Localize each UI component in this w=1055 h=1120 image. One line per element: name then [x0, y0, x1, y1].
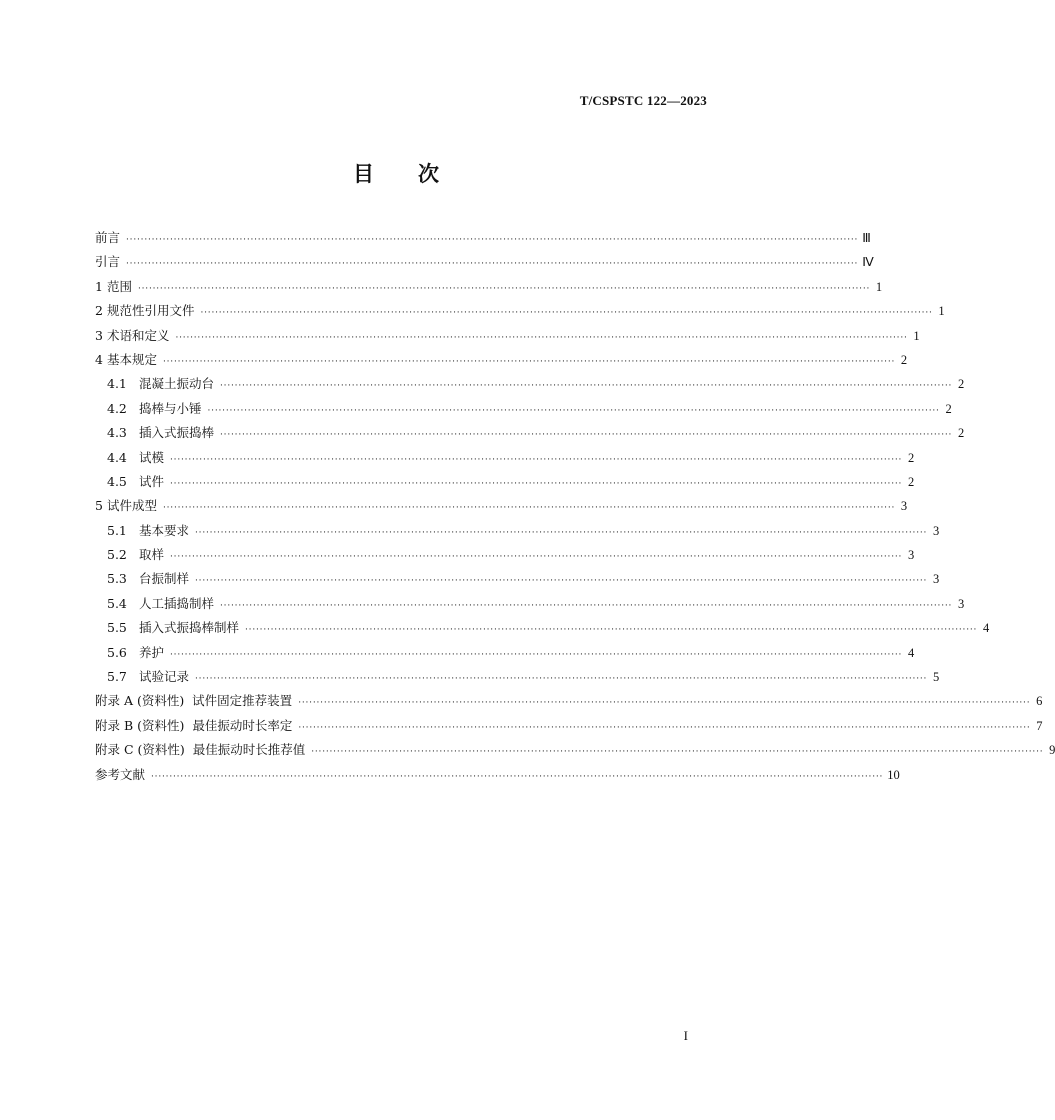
- toc-entry-page: 2: [907, 474, 915, 489]
- toc-entry-page: 2: [900, 352, 908, 367]
- toc-entry-page: 1: [875, 279, 883, 294]
- toc-entry-number: 5.4: [107, 595, 127, 611]
- toc-leader-dots: ········································································································································································································: [220, 600, 953, 611]
- toc-entry-number: 4: [95, 351, 103, 367]
- toc-leader-dots: ········································································································································································································: [195, 576, 928, 587]
- toc-entry[interactable]: [95, 324, 920, 348]
- toc-entry[interactable]: [95, 397, 952, 421]
- toc-entry-label: 插入式振捣棒: [139, 425, 215, 441]
- toc-entry-number: 5.3: [107, 571, 127, 587]
- toc-entry-number: 4.1: [107, 376, 127, 392]
- toc-entry[interactable]: [95, 567, 940, 591]
- toc-entry[interactable]: [95, 446, 915, 470]
- toc-leader-dots: ········································································································································································································: [170, 552, 903, 563]
- toc-entry[interactable]: [95, 616, 990, 640]
- toc-entry-label: 养护: [139, 644, 165, 660]
- toc-entry-label: 基本要求: [139, 522, 190, 538]
- toc-entry-number: 2: [95, 303, 103, 319]
- toc-entry-label: 规范性引用文件: [106, 303, 195, 319]
- toc-entry-number: 4.4: [107, 449, 127, 465]
- toc-leader-dots: ········································································································································································································: [298, 722, 1031, 733]
- toc-entry[interactable]: [95, 738, 1055, 762]
- toc-entry-page: 4: [907, 645, 915, 660]
- toc-entry-number: 5.1: [107, 522, 127, 538]
- toc-entry-page: 3: [932, 572, 940, 587]
- toc-leader-dots: ········································································································································································································: [170, 454, 903, 465]
- toc-entry-label: 插入式振捣棒制样: [139, 620, 240, 636]
- toc-entry-page: 3: [932, 523, 940, 538]
- toc-entry-number: 1: [95, 278, 103, 294]
- toc-leader-dots: ········································································································································································································: [207, 405, 940, 416]
- toc-entry-number: 4.5: [107, 473, 127, 489]
- toc-entry[interactable]: [95, 372, 965, 396]
- toc-entry-label: 基本规定: [106, 351, 157, 367]
- toc-entry-label: 范围: [106, 278, 132, 294]
- toc-entry-label: 附录 A (资料性) 试件固定推荐装置: [95, 693, 293, 709]
- toc-entry-number: 4.3: [107, 425, 127, 441]
- toc-entry-page: 2: [957, 377, 965, 392]
- toc-entry-number: 5.2: [107, 547, 127, 563]
- toc-entry[interactable]: [95, 763, 900, 787]
- toc-leader-dots: ········································································································································································································: [200, 308, 933, 319]
- toc-leader-dots: ········································································································································································································: [195, 674, 928, 685]
- toc-leader-dots: ········································································································································································································: [151, 771, 884, 782]
- toc-entry-page: 9: [1049, 743, 1055, 758]
- toc-entry[interactable]: [95, 592, 965, 616]
- toc-entry-label: 试件: [139, 473, 165, 489]
- toc-entry-page: 6: [1036, 694, 1043, 709]
- toc-entry-label: 人工插捣制样: [139, 595, 215, 611]
- toc-entry-label: 试验记录: [139, 669, 190, 685]
- toc-entry-page: 2: [907, 450, 915, 465]
- toc-leader-dots: ········································································································································································································: [245, 625, 978, 636]
- toc-leader-dots: ········································································································································································································: [311, 747, 1044, 758]
- toc-entry-label: 参考文献: [95, 766, 146, 782]
- toc-entry-number: 3: [95, 327, 103, 343]
- toc-entry-page: Ⅲ: [862, 231, 871, 245]
- toc-entry-label: 引言: [95, 254, 121, 270]
- toc-entry-label: 捣棒与小锤: [139, 400, 202, 416]
- toc-entry[interactable]: [95, 226, 871, 250]
- toc-entry-page: 1: [938, 304, 945, 319]
- toc-entry-number: 5.6: [107, 644, 127, 660]
- toc-entry-label: 前言: [95, 230, 121, 245]
- toc-entry[interactable]: [95, 689, 1043, 713]
- toc-leader-dots: ········································································································································································································: [170, 649, 903, 660]
- toc-leader-dots: ········································································································································································································: [126, 259, 859, 270]
- toc-entry-page: 10: [887, 767, 900, 782]
- toc-entry-label: 附录 B (资料性) 最佳振动时长率定: [95, 717, 293, 733]
- toc-entry[interactable]: [95, 250, 874, 274]
- toc-entry-number: 5.5: [107, 620, 127, 636]
- toc-entry[interactable]: [95, 641, 915, 665]
- toc-entry[interactable]: [95, 543, 915, 567]
- toc-leader-dots: ········································································································································································································: [220, 430, 953, 441]
- standard-code: T/CSPSTC 122—2023: [579, 93, 707, 108]
- toc-entry[interactable]: [95, 714, 1043, 738]
- toc-leader-dots: ········································································································································································································: [126, 235, 859, 245]
- table-of-contents: [95, 226, 1055, 787]
- toc-entry-label: 术语和定义: [106, 327, 170, 343]
- toc-entry-label: 附录 C (资料性) 最佳振动时长推荐值: [95, 742, 306, 758]
- toc-entry-page: 2: [957, 426, 965, 441]
- toc-entry-page: 2: [945, 401, 952, 416]
- toc-entry-label: 台振制样: [139, 571, 190, 587]
- toc-entry-label: 混凝土振动台: [139, 376, 215, 392]
- toc-entry-number: 4.2: [107, 400, 127, 416]
- toc-entry-label: 取样: [139, 547, 165, 563]
- toc-entry[interactable]: [95, 421, 965, 445]
- title-char-1: 目: [353, 161, 374, 186]
- toc-leader-dots: ········································································································································································································: [170, 478, 903, 489]
- toc-entry[interactable]: [95, 470, 915, 494]
- toc-leader-dots: ········································································································································································································: [137, 283, 871, 294]
- toc-entry[interactable]: [95, 665, 940, 689]
- toc-entry[interactable]: [95, 275, 883, 299]
- toc-entry-number: 5: [95, 498, 103, 514]
- title-char-2: 次: [418, 161, 439, 186]
- toc-entry-label: 试模: [139, 449, 165, 465]
- toc-entry-label: 试件成型: [106, 498, 157, 514]
- toc-leader-dots: ········································································································································································································: [298, 698, 1031, 709]
- toc-leader-dots: ········································································································································································································: [175, 332, 908, 343]
- toc-entry-page: 5: [932, 670, 940, 685]
- toc-entry-page: 1: [913, 328, 920, 343]
- toc-entry[interactable]: [95, 348, 908, 372]
- toc-entry-number: 5.7: [107, 669, 127, 685]
- toc-leader-dots: ········································································································································································································: [162, 356, 896, 367]
- toc-entry-page: 3: [957, 596, 965, 611]
- toc-entry[interactable]: [95, 494, 908, 518]
- toc-entry[interactable]: [95, 519, 940, 543]
- toc-entry-page: 3: [907, 548, 915, 563]
- toc-entry-page: 7: [1036, 718, 1043, 733]
- page-title: [0, 158, 792, 188]
- toc-leader-dots: ········································································································································································································: [220, 381, 953, 392]
- toc-entry[interactable]: [95, 299, 945, 323]
- toc-leader-dots: ········································································································································································································: [195, 527, 928, 538]
- toc-leader-dots: ········································································································································································································: [162, 503, 896, 514]
- toc-entry-page: Ⅳ: [862, 255, 874, 270]
- toc-entry-page: 3: [900, 499, 908, 514]
- toc-entry-page: 4: [982, 621, 990, 636]
- page-number: I: [683, 1028, 688, 1043]
